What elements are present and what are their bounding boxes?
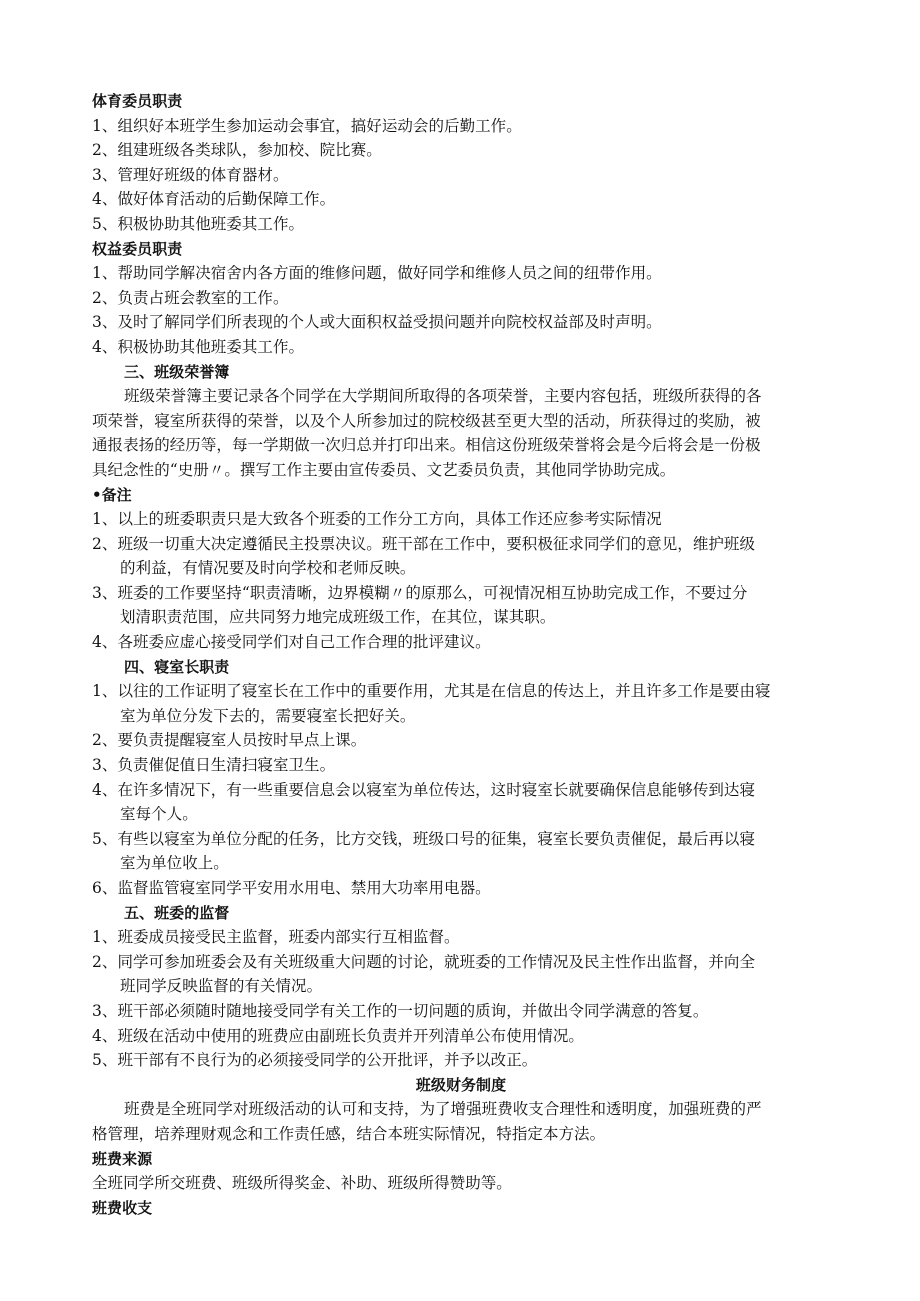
rights-duties-heading: 权益委员职责 xyxy=(92,239,183,258)
dorm-item-continuation: 室为单位收上。 xyxy=(120,854,229,873)
dorm-item: 1、以往的工作证明了寝室长在工作中的重要作用，尤其是在信息的传达上，并且许多工作是要由寝 xyxy=(92,682,771,701)
dorm-item: 6、监督监管寝室同学平安用水用电、禁用大功率用电器。 xyxy=(92,879,491,897)
dorm-item-continuation: 室为单位分发下去的，需要寝室长把好关。 xyxy=(120,706,416,725)
dorm-item: 3、负责催促值日生清扫寝室卫生。 xyxy=(92,756,336,775)
honor-book-heading: 三、班级荣誉簿 xyxy=(124,362,230,381)
fund-source-text: 全班同学所交班费、班级所得奖金、补助、班级所得赞助等。 xyxy=(92,1174,512,1193)
pe-item: 1、组织好本班学生参加运动会事宜，搞好运动会的后勤工作。 xyxy=(92,116,522,135)
dorm-item: 5、有些以寝室为单位分配的任务，比方交钱，班级口号的征集，寝室长要负责催促，最后再以寝 xyxy=(92,829,756,848)
finance-paragraph-line: 格管理，培养理财观念和工作责任感，结合本班实际情况，特指定本方法。 xyxy=(92,1124,606,1143)
pe-item: 3、管理好班级的体育器材。 xyxy=(92,165,289,184)
supervision-item-continuation: 班同学反映监督的有关情况。 xyxy=(120,977,323,996)
dorm-item: 4、在许多情况下，有一些重要信息会以寝室为单位传达，这时寝室长就要确保信息能够传到达寝 xyxy=(92,780,756,799)
dorm-item-continuation: 室每个人。 xyxy=(120,805,198,824)
finance-system-heading: 班级财务制度 xyxy=(415,1075,507,1094)
supervision-item: 5、班干部有不良行为的必须接受同学的公开批评，并予以改正。 xyxy=(92,1051,538,1070)
pe-duties-heading: 体育委员职责 xyxy=(92,92,183,110)
fund-source-heading: 班费来源 xyxy=(92,1149,153,1168)
finance-paragraph-line: 班费是全班同学对班级活动的认可和支持，为了增强班费收支合理性和透明度，加强班费的严 xyxy=(124,1100,762,1119)
fund-income-expense-heading: 班费收支 xyxy=(92,1198,153,1217)
supervision-heading: 五、班委的监督 xyxy=(124,903,230,922)
rights-item: 4、积极协助其他班委其工作。 xyxy=(92,337,305,356)
notes-item-continuation: 的利益，有情况要及时向学校和老师反映。 xyxy=(120,559,416,578)
rights-item: 1、帮助同学解决宿舍内各方面的维修问题，做好同学和维修人员之间的纽带作用。 xyxy=(92,264,662,283)
document-page xyxy=(92,89,830,1220)
notes-item: 1、以上的班委职责只是大致各个班委的工作分工方向，具体工作还应参考实际情况 xyxy=(92,510,662,529)
pe-item: 4、做好体育活动的后勤保障工作。 xyxy=(92,190,336,209)
supervision-item: 1、班委成员接受民主监督，班委内部实行互相监督。 xyxy=(92,928,460,947)
dorm-item: 2、要负责提醒寝室人员按时早点上课。 xyxy=(92,731,367,750)
honor-paragraph-line: 通报表扬的经历等，每一学期做一次归总并打印出来。相信这份班级荣誉将会是今后将会是一份极 xyxy=(92,436,761,455)
supervision-item: 3、班干部必须随时随地接受同学有关工作的一切问题的质询，并做出令同学满意的答复。 xyxy=(92,1001,709,1020)
pe-item: 5、积极协助其他班委其工作。 xyxy=(92,214,305,233)
pe-item: 2、组建班级各类球队，参加校、院比赛。 xyxy=(92,141,382,160)
honor-paragraph-line: 具纪念性的“史册〃。撰写工作主要由宣传委员、文艺委员负责，其他同学协助完成。 xyxy=(92,460,676,479)
supervision-item: 4、班级在活动中使用的班费应由副班长负责并开列清单公布使用情况。 xyxy=(92,1026,584,1045)
honor-paragraph-line: 项荣誉，寝室所获得的荣誉，以及个人所参加过的院校级甚至更大型的活动，所获得过的奖励，被 xyxy=(92,411,761,430)
honor-paragraph-line: 班级荣誉簿主要记录各个同学在大学期间所取得的各项荣誉，主要内容包括，班级所获得的各 xyxy=(124,387,762,406)
dorm-leader-heading: 四、寝室长职责 xyxy=(124,657,230,676)
notes-item: 4、各班委应虚心接受同学们对自己工作合理的批评建议。 xyxy=(92,633,491,652)
supervision-item: 2、同学可参加班委会及有关班级重大问题的讨论，就班委的工作情况及民主性作出监督，并向全 xyxy=(92,952,756,971)
notes-item: 2、班级一切重大决定遵循民主投票决议。班干部在工作中，要积极征求同学们的意见，维护班级 xyxy=(92,534,756,553)
rights-item: 2、负责占班会教室的工作。 xyxy=(92,288,289,307)
notes-heading: •备注 xyxy=(92,485,132,504)
notes-item: 3、班委的工作要坚持“职责清晰，边界模糊〃的原那么，可视情况相互协助完成工作，不要过分 xyxy=(92,583,748,602)
rights-item: 3、及时了解同学们所表现的个人或大面积权益受损问题并向院校权益部及时声明。 xyxy=(92,313,662,332)
notes-item-continuation: 划清职责范围，应共同努力地完成班级工作，在其位，谋其职。 xyxy=(120,608,556,627)
